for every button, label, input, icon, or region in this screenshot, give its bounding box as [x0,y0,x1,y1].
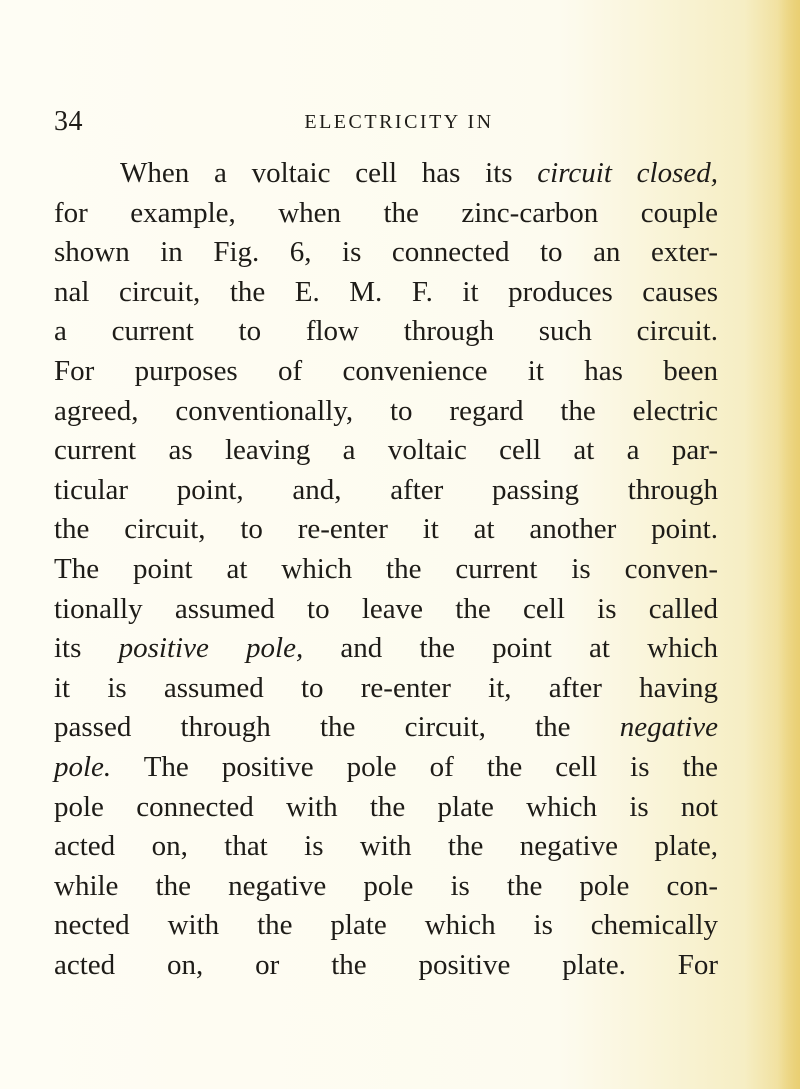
text-line: acted on, or the positive plate. For [54,948,718,981]
text-line: nal circuit, the E. M. F. it produces causes [54,275,718,308]
page-number: 34 [54,106,83,137]
text-line: The point at which the current is conven- [54,552,718,585]
text-line: while the negative pole is the pole con- [54,869,718,902]
text-line: acted on, that is with the negative plate, [54,830,718,863]
page-header [54,104,714,144]
text-line: nected with the plate which is chemically [54,909,718,942]
running-head: ELECTRICITY IN [304,111,494,133]
text-line: pole. The positive pole of the cell is the [54,750,718,783]
body-paragraph [54,154,718,985]
text-line: shown in Fig. 6, is connected to an exter- [54,236,718,269]
page-edge-shading [778,0,800,1089]
text-line: tionally assumed to leave the cell is called [54,592,718,625]
text-line: the circuit, to re-enter it at another point. [54,513,718,546]
text-line: current as leaving a voltaic cell at a par- [54,434,718,467]
text-line: ticular point, and, after passing through [54,473,718,506]
text-line: for example, when the zinc-carbon couple [54,196,718,229]
text-line: agreed, conventionally, to regard the electric [54,394,718,427]
text-line: pole connected with the plate which is not [54,790,718,823]
text-line: a current to flow through such circuit. [54,315,718,348]
text-line: For purposes of convenience it has been [54,354,718,387]
text-line: When a voltaic cell has its circuit closed, [120,157,718,189]
text-line: it is assumed to re-enter it, after having [54,671,718,704]
text-line: its positive pole, and the point at which [54,632,718,665]
text-line: passed through the circuit, the negative [54,711,718,744]
